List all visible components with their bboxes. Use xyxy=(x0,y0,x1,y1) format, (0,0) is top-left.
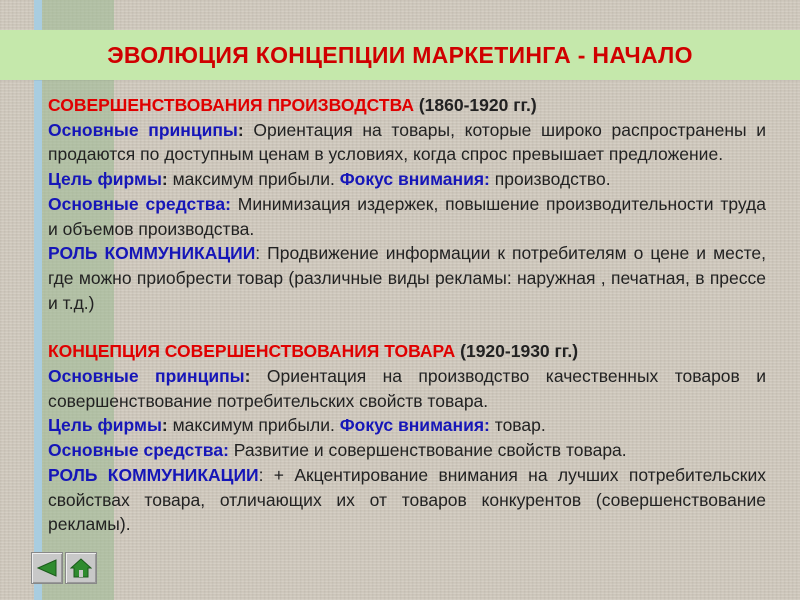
section2-heading-text: КОНЦЕПЦИЯ СОВЕРШЕНСТВОВАНИЯ ТОВАРА xyxy=(48,341,456,362)
section2-principles-colon: : xyxy=(244,366,251,387)
section2-focus-label: Фокус внимания: xyxy=(339,415,490,436)
section1-communication xyxy=(48,241,766,315)
slide-navigation xyxy=(31,552,97,584)
section1-means-label: Основные средства: xyxy=(48,193,231,214)
slide-content xyxy=(48,93,766,537)
section2-comm-label: РОЛЬ КОММУНИКАЦИИ xyxy=(48,464,259,485)
home-button[interactable] xyxy=(65,552,97,584)
section1-focus-label: Фокус внимания: xyxy=(339,169,490,190)
section2-principles-text: Ориентация на производство качественных товаров и совершенствование потребительских свойств товара. xyxy=(48,366,767,411)
section2-goal-label: Цель фирмы xyxy=(48,415,162,436)
section1-principles-colon: : xyxy=(237,119,244,140)
section1-goal-colon: : xyxy=(161,169,168,190)
section1-means xyxy=(48,192,766,241)
section1-means-text: Минимизация издержек, повышение производительности труда и объемов производства. xyxy=(48,193,766,239)
back-arrow-icon xyxy=(36,559,58,577)
section1-comm-colon: : xyxy=(255,243,261,264)
section2-means xyxy=(48,438,766,463)
section2-heading xyxy=(48,339,766,364)
section2-goal-text: максимум прибыли. xyxy=(167,415,340,436)
section2-principles-label: Основные принципы xyxy=(48,366,245,387)
section2-focus-text: товар. xyxy=(489,415,546,436)
slide-title: ЭВОЛЮЦИЯ КОНЦЕПЦИИ МАРКЕТИНГА - НАЧАЛО xyxy=(107,41,693,68)
section1-heading xyxy=(48,93,766,118)
title-bar xyxy=(0,30,800,80)
section1-principles-label: Основные принципы xyxy=(48,119,238,140)
section1-focus-text: производство. xyxy=(489,169,611,190)
section2-principles xyxy=(48,364,766,413)
section1-heading-text: СОВЕРШЕНСТВОВАНИЯ ПРОИЗВОДСТВА xyxy=(48,95,414,115)
section2-comm-text: + Акцентирование внимания на лучших потребительских свойствах товара, отличающих их от товаров конкурентов (совершенствование рекламы). xyxy=(48,464,766,535)
section1-comm-text: Продвижение информации к потребителям о цене и месте, где можно приобрести товар (различные виды рекламы: наружная , печатная, в прессе и т.д.) xyxy=(48,243,766,313)
section1-goal-text: максимум прибыли. xyxy=(167,169,340,190)
section1-principles-text: Ориентация на товары, которые широко распространены и продаются по доступным ценам в условиях, когда спрос превышает предложение. xyxy=(48,119,767,165)
section1-comm-label: РОЛЬ КОММУНИКАЦИИ xyxy=(48,243,256,264)
back-button[interactable] xyxy=(31,552,63,584)
section2-goal xyxy=(48,413,766,438)
section-spacer xyxy=(48,315,766,339)
decorative-blue-stripe xyxy=(34,0,42,600)
section2-comm-colon: : xyxy=(258,464,264,485)
section1-goal-label: Цель фирмы xyxy=(48,169,162,190)
section2-goal-colon: : xyxy=(161,415,168,436)
section2-means-text: Развитие и совершенствование свойств товара. xyxy=(228,440,627,461)
section2-means-label: Основные средства: xyxy=(48,440,229,461)
section2-communication xyxy=(48,463,766,537)
home-icon xyxy=(70,558,92,578)
section1-goal xyxy=(48,167,766,192)
section1-principles xyxy=(48,118,766,167)
section2-period: (1920-1930 гг.) xyxy=(455,341,579,362)
section1-period: (1860-1920 гг.) xyxy=(413,95,537,115)
